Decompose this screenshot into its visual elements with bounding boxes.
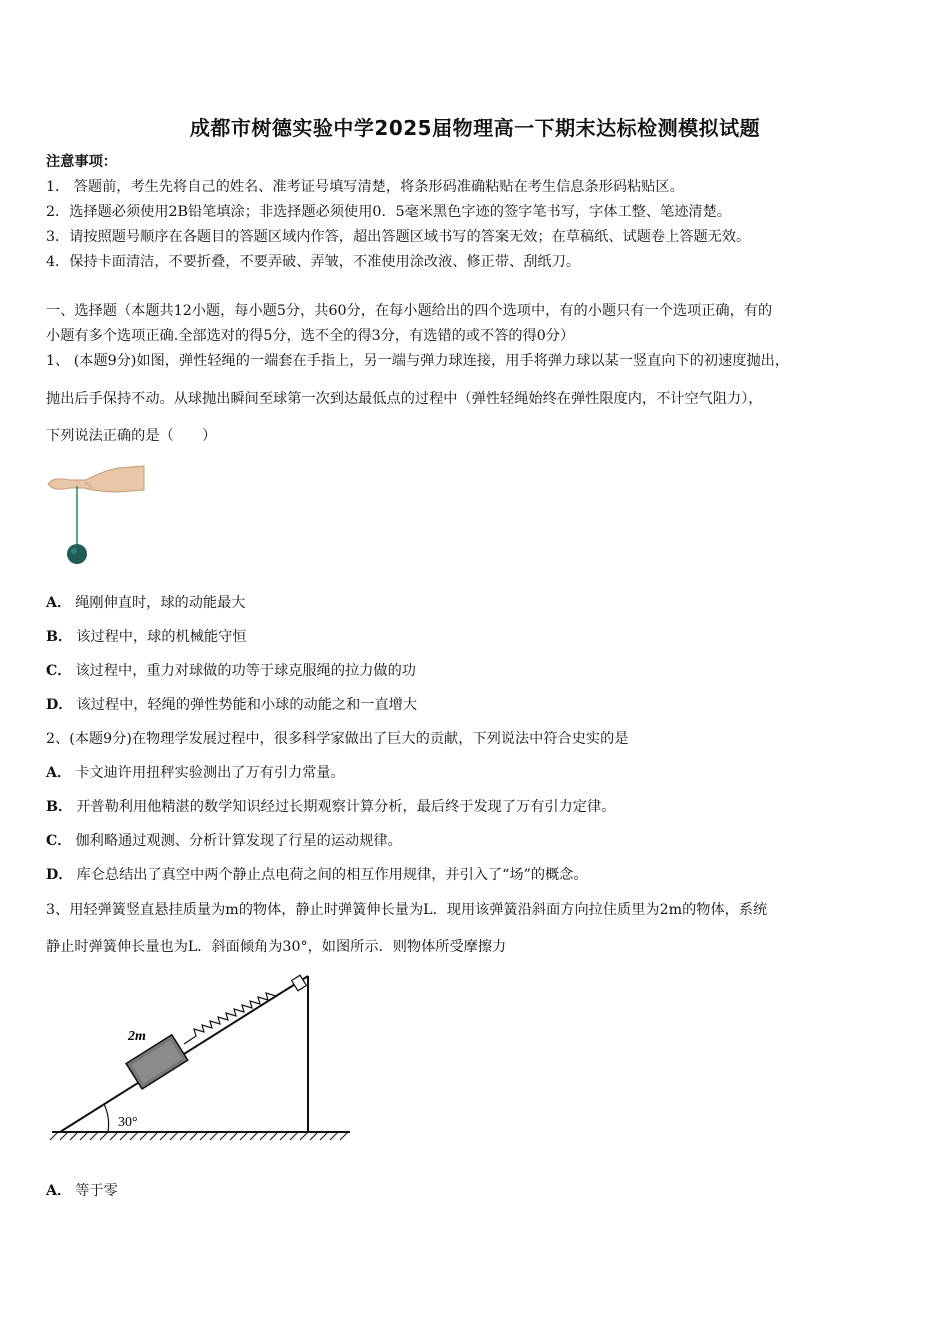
page-title: 成都市树德实验中学2025届物理高一下期末达标检测模拟试题: [189, 116, 761, 140]
question-2-option[interactable]: [46, 831, 402, 851]
incline-spring-figure: [46, 966, 352, 1144]
option-text: 库仑总结出了真空中两个静止点电荷之间的相互作用规律，并引入了“场”的概念。: [76, 867, 588, 883]
option-label: D．: [46, 867, 73, 883]
question-3-stem: 静止时弹簧伸长量也为L．斜面倾角为30°，如图所示．则物体所受摩擦力: [46, 939, 507, 955]
option-text: 该过程中，重力对球做的功等于球克服绳的拉力做的功: [75, 663, 416, 679]
angle-label: 30°: [118, 1115, 138, 1130]
question-2-option[interactable]: [46, 797, 615, 817]
question-1-stem: 抛出后手保持不动。从球抛出瞬间至球第一次到达最低点的过程中（弹性轻绳始终在弹性限度内，不计空气阻力），: [46, 391, 763, 407]
option-label: A．: [46, 595, 72, 611]
section-instructions: 一、选择题（本题共12小题，每小题5分，共60分，在每小题给出的四个选项中，有的小题只有一个选项正确，有的: [46, 303, 773, 319]
hand-ball-figure: [44, 462, 146, 566]
question-1-option[interactable]: [46, 627, 246, 647]
option-text: 等于零: [75, 1183, 118, 1199]
mass-label: 2m: [128, 1029, 146, 1044]
question-2-option[interactable]: [46, 763, 345, 783]
question-3-option[interactable]: [46, 1181, 118, 1201]
notice-item: 3．请按照题号顺序在各题目的答题区域内作答，超出答题区域书写的答案无效；在草稿纸、试题卷上答题无效。: [46, 229, 751, 245]
option-text: 卡文迪许用扭秤实验测出了万有引力常量。: [75, 765, 345, 781]
notice-heading: 注意事项：: [46, 154, 117, 170]
option-label: A．: [46, 1183, 72, 1199]
notice-item: 4．保持卡面清洁，不要折叠，不要弄破、弄皱，不准使用涂改液、修正带、刮纸刀。: [46, 254, 580, 270]
option-label: B．: [46, 799, 73, 815]
option-text: 伽利略通过观测、分析计算发现了行星的运动规律。: [75, 833, 402, 849]
question-3-stem: 3、用轻弹簧竖直悬挂质量为m的物体，静止时弹簧伸长量为L．现用该弹簧沿斜面方向拉住质里为2m的物体，系统: [46, 902, 768, 918]
question-2-option[interactable]: [46, 865, 588, 885]
question-1-option[interactable]: [46, 661, 416, 681]
option-text: 该过程中，球的机械能守恒: [76, 629, 247, 645]
option-text: 开普勒利用他精湛的数学知识经过长期观察计算分析，最后终于发现了万有引力定律。: [76, 799, 616, 815]
section-instructions: 小题有多个选项正确.全部选对的得5分，选不全的得3分，有选错的或不答的得0分）: [46, 328, 575, 344]
option-text: 该过程中，轻绳的弹性势能和小球的动能之和一直增大: [76, 697, 418, 713]
option-label: B．: [46, 629, 73, 645]
notice-item: 2．选择题必须使用2B铅笔填涂；非选择题必须使用0．5毫米黑色字迹的签字笔书写，字体工整、笔迹清楚。: [46, 204, 731, 220]
option-text: 绳刚伸直时，球的动能最大: [75, 595, 246, 611]
question-1-option[interactable]: [46, 593, 245, 613]
option-label: D．: [46, 697, 73, 713]
option-label: A．: [46, 765, 72, 781]
question-2-stem: 2、(本题9分)在物理学发展过程中，很多科学家做出了巨大的贡献，下列说法中符合史实的是: [46, 731, 629, 747]
question-1-stem: 下列说法正确的是（ ）: [46, 428, 217, 444]
option-label: C．: [46, 833, 72, 849]
question-1-option[interactable]: [46, 695, 417, 715]
notice-item: 1． 答题前，考生先将自己的姓名、准考证号填写清楚，将条形码准确粘贴在考生信息条形码粘贴区。: [46, 179, 684, 195]
option-label: C．: [46, 663, 72, 679]
question-1-stem: 1、 (本题9分)如图，弹性轻绳的一端套在手指上，另一端与弹力球连接，用手将弹力球以某一竖直向下的初速度抛出，: [46, 353, 790, 369]
